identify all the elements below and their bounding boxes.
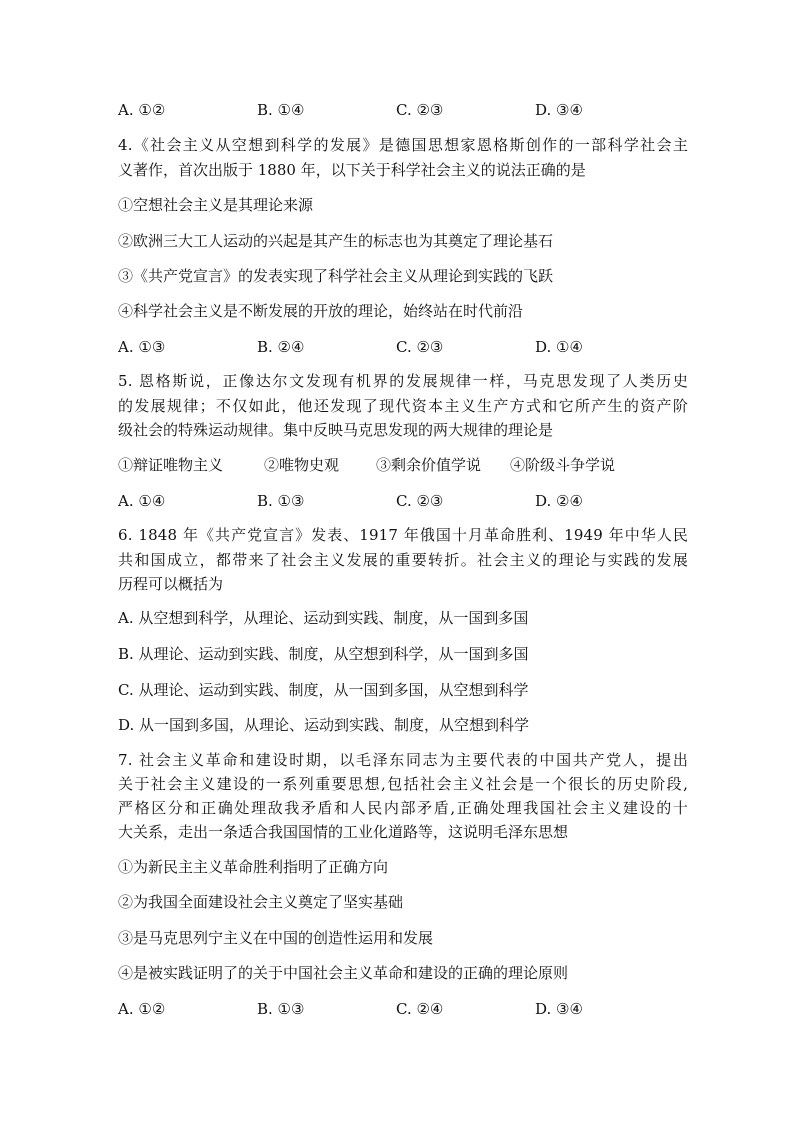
q7-stem-line-2: 关于社会主义建设的一系列重要思想,包括社会主义社会是一个很长的历史阶段, [118,775,688,793]
q5-option-b: B. ①③ [257,492,305,510]
q4-stem-line-1: 4.《社会主义从空想到科学的发展》是德国思想家恩格斯创作的一部科学社会主 [118,136,688,154]
q5-stem-line-1: 5. 恩格斯说，正像达尔文发现有机界的发展规律一样，马克思发现了人类历史 [118,372,688,390]
q5-option-c: C. ②③ [396,492,444,510]
q4-item-3: ③《共产党宣言》的发表实现了科学社会主义从理论到实践的飞跃 [118,267,554,285]
q3-option-d: D. ③④ [535,101,583,119]
q5-stem-line-2: 的发展规律；不仅如此，他还发现了现代资本主义生产方式和它所产生的资产阶 [118,397,688,415]
q7-item-3: ③是马克思列宁主义在中国的创造性运用和发展 [118,929,434,947]
q5-stem-line-3: 级社会的特殊运动规律。集中反映马克思发现的两大规律的理论是 [118,421,554,439]
q6-stem-line-2: 共和国成立，都带来了社会主义发展的重要转折。社会主义的理论与实践的发展 [118,551,688,569]
q4-stem-line-2: 义著作，首次出版于 1880 年，以下关于科学社会主义的说法正确的是 [118,161,586,179]
q7-stem-line-3: 严格区分和正确处理敌我矛盾和人民内部矛盾,正确处理我国社会主义建设的十 [118,799,688,817]
q7-option-b: B. ①③ [257,1000,305,1018]
q7-stem-line-4: 大关系，走出一条适合我国国情的工业化道路等，这说明毛泽东思想 [118,823,569,841]
q5-item-2: ②唯物史观 [264,456,340,474]
q5-option-a: A. ①④ [118,492,166,510]
q5-option-d: D. ②④ [535,492,583,510]
q4-item-1: ①空想社会主义是其理论来源 [118,196,314,214]
q5-item-3: ③剩余价值学说 [376,456,482,474]
q3-option-c: C. ②③ [396,101,444,119]
q6-stem-line-1: 6. 1848 年《共产党宣言》发表、1917 年俄国十月革命胜利、1949 年中华人民 [118,526,688,544]
q6-option-a: A. 从空想到科学，从理论、运动到实践、制度，从一国到多国 [118,609,529,627]
q6-option-c: C. 从理论、运动到实践、制度，从一国到多国，从空想到科学 [118,681,529,699]
q7-option-c: C. ②④ [396,1000,444,1018]
q7-item-1: ①为新民主主义革命胜利指明了正确方向 [118,858,389,876]
q5-item-1: ①辩证唯物主义 [118,456,224,474]
q4-option-a: A. ①③ [118,338,166,356]
q4-item-2: ②欧洲三大工人运动的兴起是其产生的标志也为其奠定了理论基石 [118,232,554,250]
q6-option-d: D. 从一国到多国，从理论、运动到实践、制度，从空想到科学 [118,716,530,734]
q4-item-4: ④科学社会主义是不断发展的开放的理论，始终站在时代前沿 [118,302,524,320]
q7-item-2: ②为我国全面建设社会主义奠定了坚实基础 [118,893,404,911]
q6-stem-line-3: 历程可以概括为 [118,575,224,593]
q4-option-b: B. ②④ [257,338,305,356]
q7-option-d: D. ③④ [535,1000,583,1018]
q4-option-c: C. ②③ [396,338,444,356]
q5-item-4: ④阶级斗争学说 [510,456,616,474]
q3-option-b: B. ①④ [257,101,305,119]
q4-option-d: D. ①④ [535,338,583,356]
q7-stem-line-1: 7. 社会主义革命和建设时期，以毛泽东同志为主要代表的中国共产党人，提出 [118,751,688,769]
q3-option-a: A. ①② [118,101,166,119]
q7-item-4: ④是被实践证明了的关于中国社会主义革命和建设的正确的理论原则 [118,964,569,982]
q6-option-b: B. 从理论、运动到实践、制度，从空想到科学，从一国到多国 [118,645,529,663]
q7-option-a: A. ①② [118,1000,166,1018]
